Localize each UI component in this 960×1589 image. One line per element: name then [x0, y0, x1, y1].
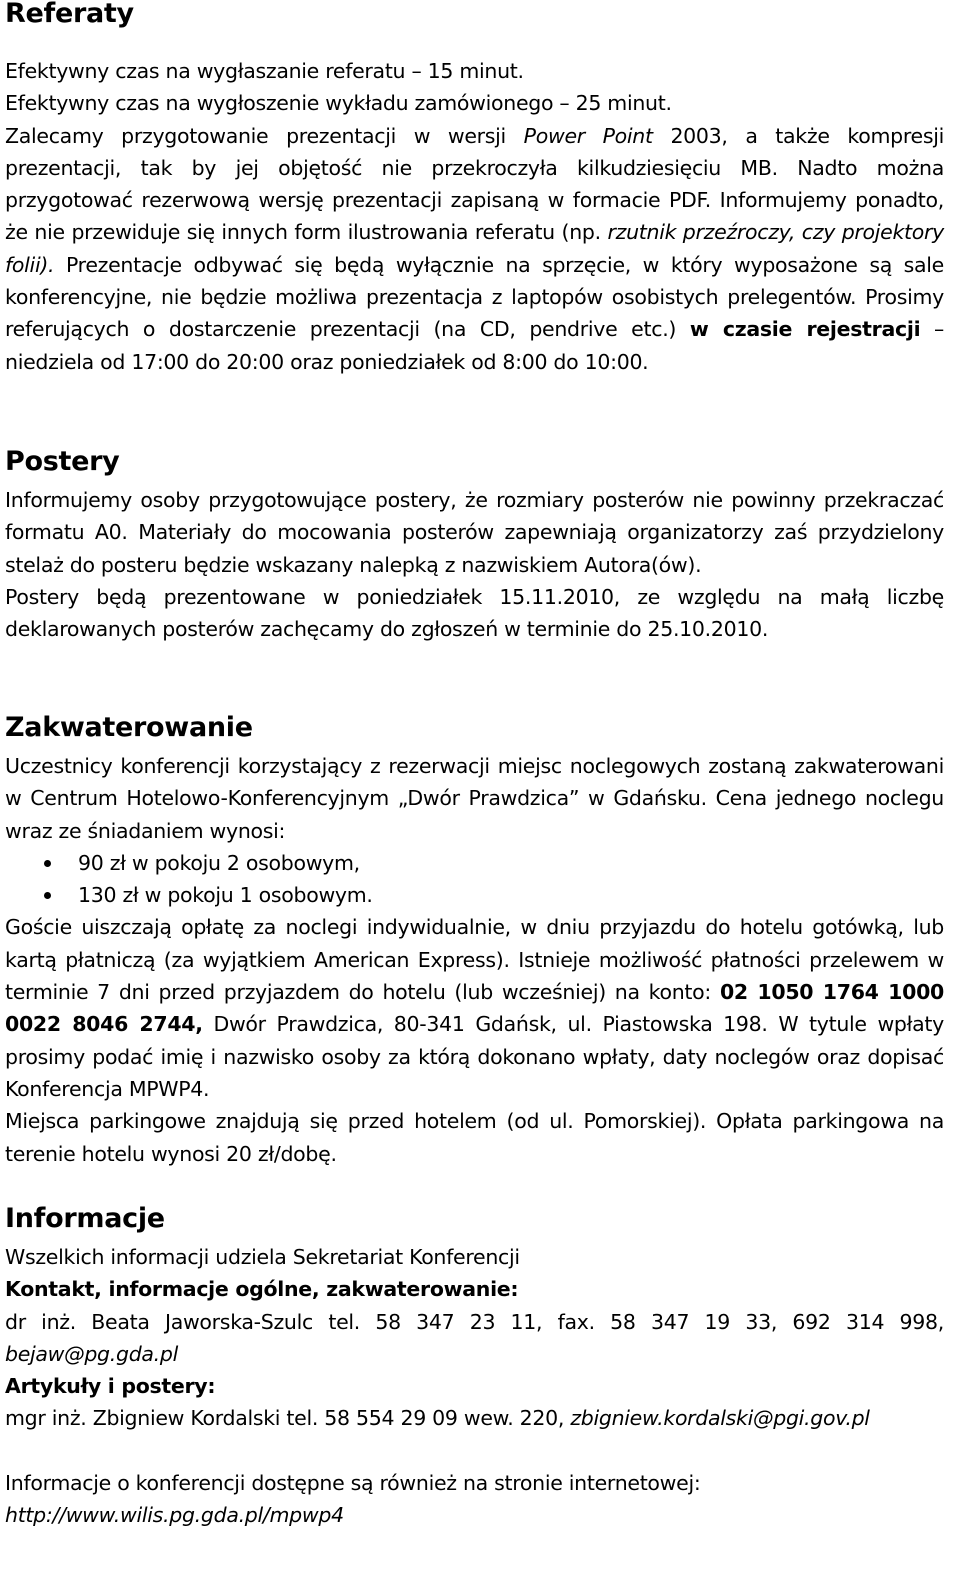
- list-item: 130 zł w pokoju 1 osobowym.: [5, 879, 944, 911]
- text: Goście uiszczają opłatę za noclegi indywidualnie, w dniu przyjazdu do hotelu gotówką, lub kartą płatniczą (za wyjątkiem American Express). Istnieje możliwość płatności przelewem w terminie 7 dni przed przyjazdem do hotelu (lub wcześniej) na konto:: [5, 915, 944, 1005]
- text: dr inż. Beata Jaworska-Szulc tel. 58 347 23 11, fax. 58 347 19 33, 692 314 998,: [5, 1309, 944, 1334]
- kontakt-label: [5, 1273, 944, 1305]
- text: 2003, a także kompresji prezentacji, tak by jej objętość nie przekroczyła kilkudziesięciu MB. Nadto można przygotować rezerwową wersję prezentacji zapisaną w formacie PDF. Informujemy ponadto, że nie przewiduje się innych form ilustrowania referatu (np.: [5, 123, 944, 245]
- rzutnik-text: rzutnik przeźroczy, czy projektory folii).: [5, 220, 944, 277]
- www-paragraph: Informacje o konferencji dostępne są również na stronie internetowej:: [5, 1470, 701, 1495]
- heading-postery: Postery: [5, 446, 120, 477]
- section-informacje: [5, 1203, 944, 1531]
- informacje-paragraph-1: Wszelkich informacji udziela Sekretariat Konferencji: [5, 1245, 520, 1269]
- heading-informacje: Informacje: [5, 1203, 165, 1234]
- referaty-line-1: Efektywny czas na wygłaszanie referatu – 15 minut.: [5, 59, 524, 83]
- referaty-paragraph: [5, 120, 944, 378]
- heading-zakwaterowanie: Zakwaterowanie: [5, 712, 253, 743]
- postery-paragraph-1: Informujemy osoby przygotowujące postery, że rozmiary posterów nie powinny przekraczać formatu A0. Materiały do mocowania posterów zapewniają organizatorzy zaś przydzielony stelaż do posteru będzie wskazany nalepką z nazwiskiem Autora(ów).: [5, 488, 944, 577]
- email-link[interactable]: zbigniew.kordalski@pgi.gov.pl: [570, 1406, 870, 1431]
- text: mgr inż. Zbigniew Kordalski tel. 58 554 29 09 wew. 220,: [5, 1406, 571, 1431]
- section-zakwaterowanie: [5, 712, 944, 1170]
- website-link[interactable]: http://www.wilis.pg.gda.pl/mpwp4: [5, 1503, 344, 1528]
- text: Dwór Prawdzica, 80-341 Gdańsk, ul. Piastowska 198. W tytule wpłaty prosimy podać imię i nazwisko osoby za którą dokonano wpłaty, daty noclegów oraz dopisać Konferencja MPWP4.: [5, 1012, 944, 1101]
- text: Zalecamy przygotowanie prezentacji w wersji: [5, 123, 524, 148]
- list-item: 90 zł w pokoju 2 osobowym,: [5, 847, 944, 879]
- text: – niedziela od 17:00 do 20:00 oraz poniedziałek od 8:00 do 10:00.: [5, 317, 944, 374]
- artykuly-paragraph: [5, 1402, 944, 1434]
- price-list: [5, 847, 944, 912]
- email-link[interactable]: bejaw@pg.gda.pl: [5, 1341, 179, 1366]
- artykuly-label: [5, 1370, 944, 1402]
- kontakt-label-text: Kontakt, informacje ogólne, zakwaterowanie:: [5, 1277, 519, 1302]
- zakwaterowanie-paragraph-1: Uczestnicy konferencji korzystający z rezerwacji miejsc noclegowych zostaną zakwaterowani w Centrum Hotelowo-Konferencyjnym „Dwór Prawdzica” w Gdańsku. Cena jednego noclegu wraz ze śniadaniem wynosi:: [5, 754, 944, 843]
- heading-referaty: Referaty: [5, 0, 134, 29]
- section-referaty: [5, 0, 944, 378]
- referaty-line-2: Efektywny czas na wygłoszenie wykładu zamówionego – 25 minut.: [5, 91, 672, 116]
- www-paragraph-url: [5, 1499, 944, 1531]
- bank-account: 02 1050 1764 1000 0022 8046 2744,: [5, 980, 944, 1037]
- kontakt-paragraph: [5, 1306, 944, 1371]
- zakwaterowanie-paragraph-3: Miejsca parkingowe znajdują się przed hotelem (od ul. Pomorskiej). Opłata parkingowa na terenie hotelu wynosi 20 zł/dobę.: [5, 1109, 944, 1166]
- zakwaterowanie-paragraph-2: [5, 911, 944, 1105]
- section-postery: [5, 446, 944, 645]
- postery-paragraph-2: Postery będą prezentowane w poniedziałek 15.11.2010, ze względu na małą liczbę deklarowanych posterów zachęcamy do zgłoszeń w terminie do 25.10.2010.: [5, 584, 944, 642]
- artykuly-label-text: Artykuły i postery:: [5, 1374, 216, 1399]
- text: Prezentacje odbywać się będą wyłącznie na sprzęcie, w który wyposażone są sale konferencyjne, nie będzie możliwa prezentacja z laptopów osobistych prelegentów. Prosimy referujących o dostarczenie prezentacji (na CD, pendrive etc.): [5, 252, 944, 342]
- power-point-text: Power Point: [523, 123, 653, 148]
- rejestracja-text: w czasie rejestracji: [689, 317, 921, 342]
